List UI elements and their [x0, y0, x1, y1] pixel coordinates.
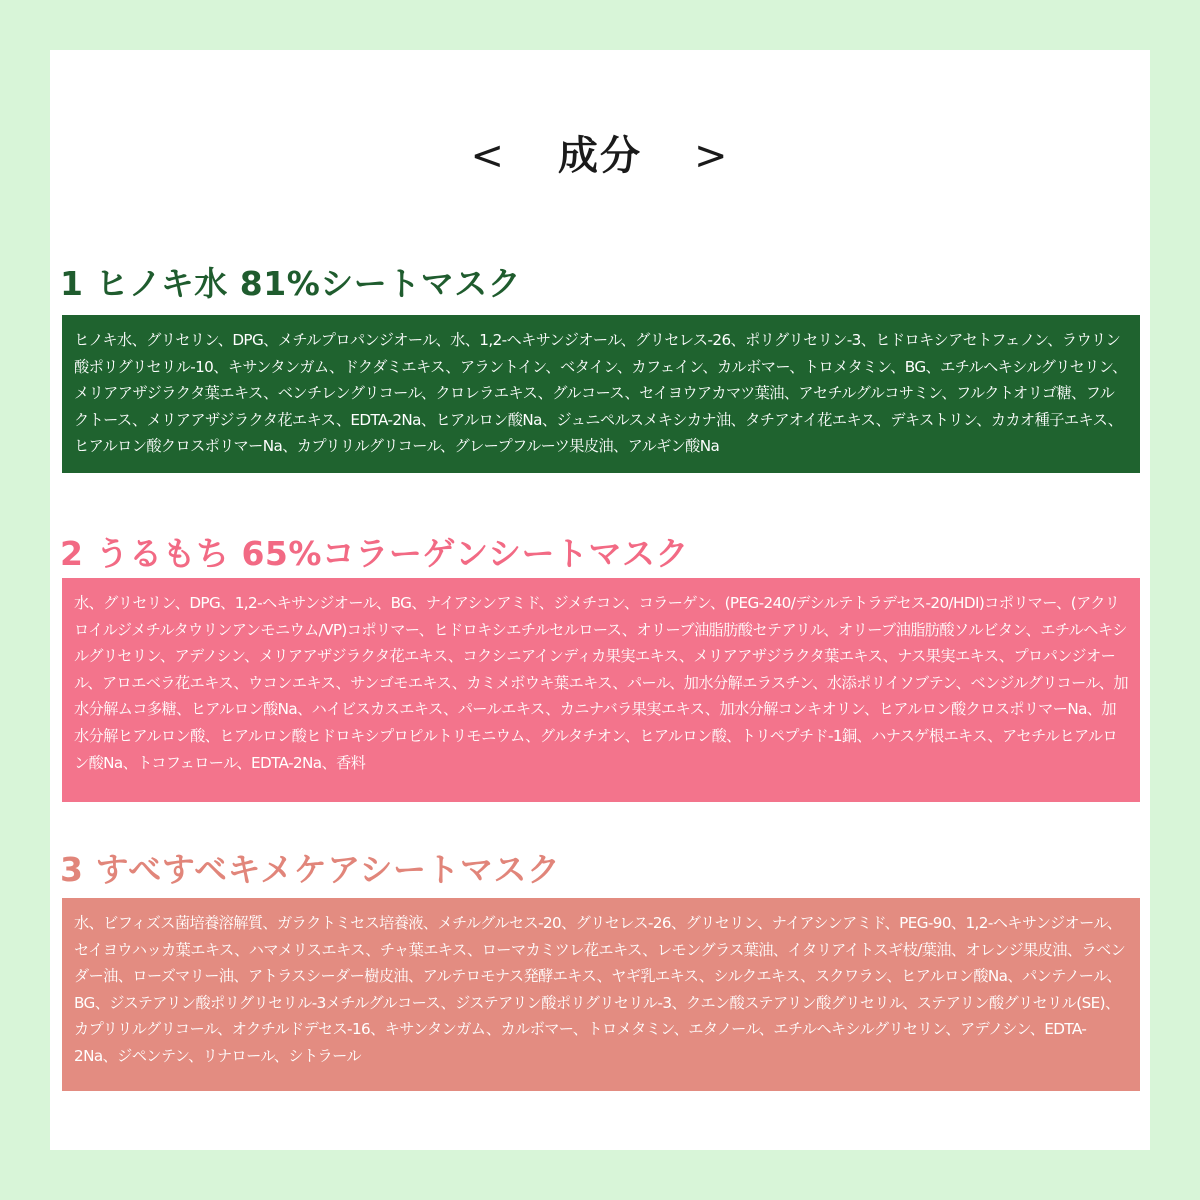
ingredients-panel-urumochi: 水、グリセリン、DPG、1,2-ヘキサンジオール、BG、ナイアシンアミド、ジメチコン、コラーゲン、(PEG-240/デシルテトラデセス-20/HDI)コポリマー、(アクリロイルジメチルタウリンアンモニウム/VP)コポリマー、ヒドロキシエチルセルロース、オリーブ油脂肪酸セテアリル、オリーブ油脂肪酸ソルビタン、エチルヘキシルグリセリン、アデノシン、メリアアザジラクタ花エキス、コクシニアインディカ果実エキス、メリアアザジラクタ葉エキス、ナス果実エキス、プロパンジオール、アロエベラ花エキス、ウコンエキス、サンゴモエキス、カミメボウキ葉エキス、パール、加水分解エラスチン、水添ポリイソブテン、ベンジルグリコール、加水分解ムコ多糖、ヒアルロン酸Na、ハイビスカスエキス、パールエキス、カニナバラ果実エキス、加水分解コンキオリン、ヒアルロン酸クロスポリマーNa、加水分解ヒアルロン酸、ヒアルロン酸ヒドロキシプロピルトリモニウム、グルタチオン、ヒアルロン酸、トリペプチド-1銅、ハナスゲ根エキス、アセチルヒアルロン酸Na、トコフェロール、EDTA-2Na、香料 — [62, 578, 1140, 802]
page-title — [0, 124, 1200, 181]
right-bracket: > — [694, 133, 730, 179]
left-bracket: < — [470, 133, 506, 179]
section-heading-subesube: 3 すべすベキメケアシートマスク — [60, 850, 561, 889]
section-heading-urumochi: 2 うるもち 65%コラーゲンシートマスク — [60, 534, 689, 573]
page-title-text: 成分 — [558, 133, 642, 179]
section-heading-hinoki: 1 ヒノキ水 81%シートマスク — [60, 264, 522, 303]
ingredients-panel-hinoki: ヒノキ水、グリセリン、DPG、メチルプロパンジオール、水、1,2-ヘキサンジオール、グリセレス-26、ポリグリセリン-3、ヒドロキシアセトフェノン、ラウリン酸ポリグリセリル-10、キサンタンガム、ドクダミエキス、アラントイン、ベタイン、カフェイン、カルボマー、トロメタミン、BG、エチルヘキシルグリセリン、メリアアザジラクタ葉エキス、ベンチレングリコール、クロレラエキス、グルコース、セイヨウアカマツ葉油、アセチルグルコサミン、フルクトオリゴ糖、フルクトース、メリアアザジラクタ花エキス、EDTA-2Na、ヒアルロン酸Na、ジュニペルスメキシカナ油、タチアオイ花エキス、デキストリン、カカオ種子エキス、ヒアルロン酸クロスポリマーNa、カプリリルグリコール、グレープフルーツ果皮油、アルギン酸Na — [62, 315, 1140, 473]
ingredients-panel-subesube: 水、ビフィズス菌培養溶解質、ガラクトミセス培養液、メチルグルセス-20、グリセレス-26、グリセリン、ナイアシンアミド、PEG-90、1,2-ヘキサンジオール、セイヨウハッカ葉エキス、ハマメリスエキス、チャ葉エキス、ローマカミツレ花エキス、レモングラス葉油、イタリアイトスギ枝/葉油、オレンジ果皮油、ラベンダー油、ローズマリー油、アトラスシーダー樹皮油、アルテロモナス発酵エキス、ヤギ乳エキス、シルクエキス、スクワラン、ヒアルロン酸Na、パンテノール、BG、ジステアリン酸ポリグリセリル-3メチルグルコース、ジステアリン酸ポリグリセリル-3、クエン酸ステアリン酸グリセリル、ステアリン酸グリセリル(SE)、カプリリルグリコール、オクチルドデセス-16、キサンタンガム、カルボマー、トロメタミン、エタノール、エチルヘキシルグリセリン、アデノシン、EDTA-2Na、ジペンテン、リナロール、シトラール — [62, 898, 1140, 1091]
